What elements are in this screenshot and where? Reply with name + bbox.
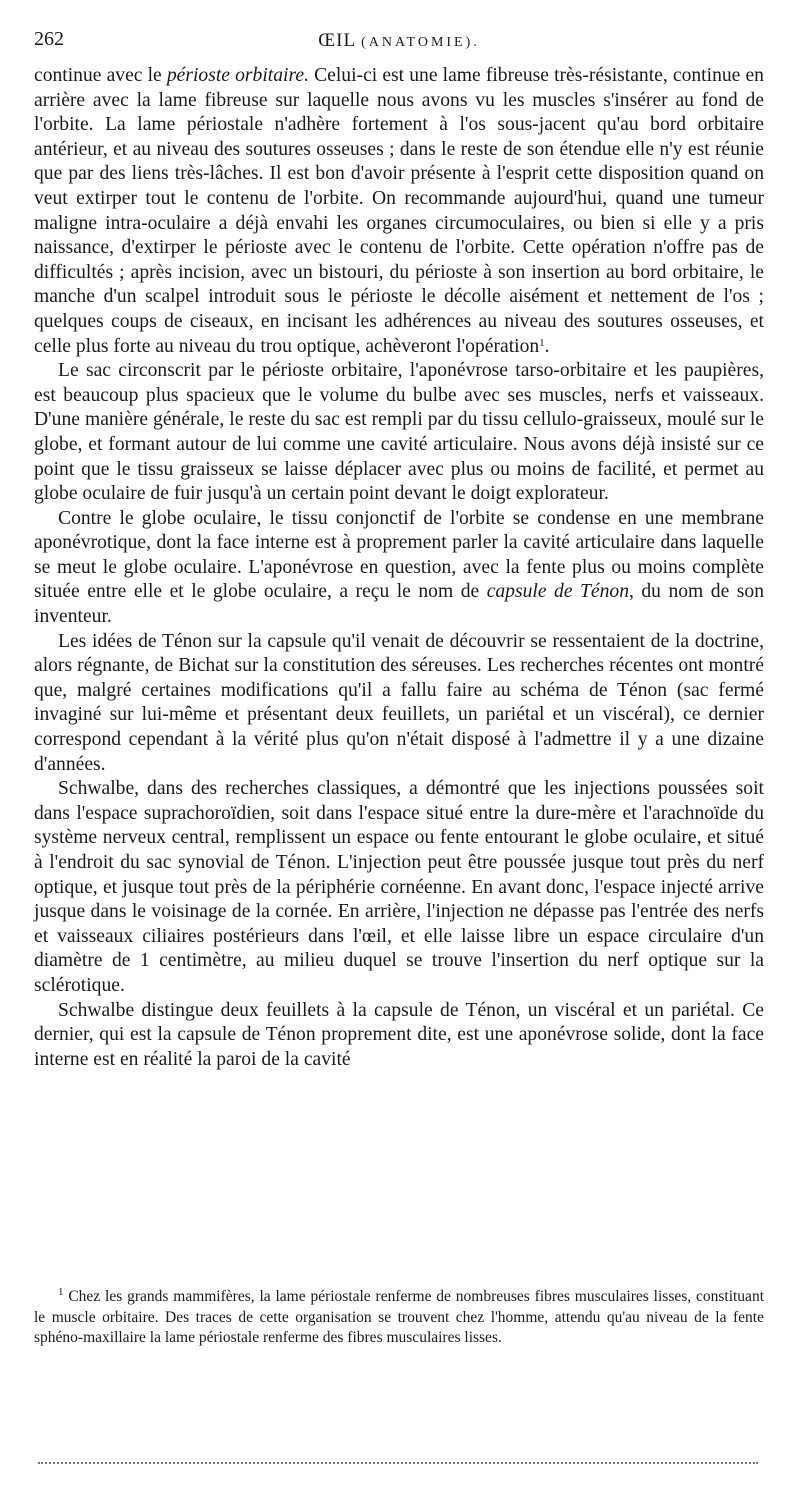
footnotes: [34, 1287, 764, 1349]
page-number: 262: [34, 28, 64, 50]
paragraph: [34, 359, 764, 507]
paragraph-text: .: [544, 335, 550, 357]
running-title: [34, 30, 764, 52]
running-title-subtitle: (ANATOMIE).: [361, 35, 480, 50]
footnote: [34, 1287, 764, 1349]
paragraph: [34, 999, 764, 1073]
paragraph-text: Celui-ci est une lame fibreuse très-résistante, continue en arrière avec la lame fibreuse sur laquelle nous avons vu les muscles s'insérer au fond de l'orbite. La lame périostale n'adhère fortement à l'os sous-jacent qu'au bord orbitaire antérieur, et au niveau des soutures osseuses ; dans le reste de son étendue elle n'y est réunie que par des liens très-lâches. Il est bon d'avoir présente à l'esprit cette disposition quand on veut extirper tout le contenu de l'orbite. On recommande aujourd'hui, quand une tumeur maligne intra-oculaire a déjà envahi les organes circumoculaires, ou bien si elle y a pris naissance, d'extirper le périoste avec le contenu de l'orbite. Cette opération n'offre pas de difficultés ; après incision, avec un bistouri, du périoste à son insertion au bord orbitaire, le manche d'un scalpel introduit sous le périoste le décolle aisément et nettement de l'os ; quelques coups de ciseaux, en incisant les adhérences au niveau des soutures osseuses, et celle plus forte au niveau du trou optique, achèveront l'opération: [34, 65, 764, 357]
paragraph-text: , du nom de son inventeur.: [34, 581, 764, 628]
paragraph-text: Le sac circonscrit par le périoste orbitaire, l'aponévrose tarso-orbitaire et les paupières, est beaucoup plus spacieux que le volume du bulbe avec ses muscles, nerfs et vaisseaux. D'une manière générale, le reste du sac est rempli par du tissu cellulo-graisseux, moulé sur le globe, et formant autour de lui comme une cavité articulaire. Nous avons déjà insisté sur ce point que le tissu graisseux se laisse déplacer avec plus ou moins de facilité, et permet au globe oculaire de fuir jusqu'à un certain point devant le doigt explorateur.: [34, 360, 764, 505]
paragraph: [34, 507, 764, 630]
footnote-reference[interactable]: 1: [539, 336, 545, 349]
paragraph-text: continue avec le: [34, 65, 167, 86]
running-header: [34, 28, 764, 58]
paragraph-text: Contre le globe oculaire, le tissu conjonctif de l'orbite se condense en une membrane aponévrotique, dont la face interne est à proprement parler la cavité articulaire dans laquelle se meut le globe oculaire. L'aponévrose en question, avec la fente plus ou moins complète située entre elle et le globe oculaire, a reçu le nom de: [34, 507, 764, 603]
paragraph-text: Les idées de Ténon sur la capsule qu'il venait de découvrir se ressentaient de la doctrine, alors régnante, de Bichat sur la constitution des séreuses. Les recherches récentes ont montré que, malgré certaines modifications qu'il a fallu faire au schéma de Ténon (sac fermé invaginé sur lui-même et présentant deux feuillets, un pariétal et un viscéral), ce dernier correspond cependant à la vérité plus qu'on n'était disposé à l'admettre il y a une dizaine d'années.: [34, 630, 764, 775]
paragraph: [34, 64, 764, 359]
footnote-text: Chez les grands mammifères, la lame périostale renferme de nombreuses fibres musculaires lisses, constituant le muscle orbitaire. Des traces de cette organisation se trouvent chez l'homme, attendu qu'au niveau de la fente sphéno-maxillaire la lame périostale renferme des fibres musculaires lisses.: [34, 1288, 764, 1346]
footnote-marker: 1: [58, 1286, 64, 1298]
paragraph: [34, 777, 764, 998]
body-text: [34, 64, 764, 1072]
paragraph: [34, 630, 764, 778]
italic-term: périoste orbitaire.: [166, 65, 309, 86]
paragraph-text: Schwalbe distingue deux feuillets à la capsule de Ténon, un viscéral et un pariétal. Ce dernier, qui est la capsule de Ténon proprement dite, est une aponévrose solide, dont la face interne est en réalité la paroi de la cavité: [34, 999, 764, 1070]
bottom-divider: [38, 1462, 758, 1464]
running-title-main: ŒIL: [318, 30, 356, 51]
italic-term: capsule de Ténon: [486, 581, 629, 603]
paragraph-text: Schwalbe, dans des recherches classiques, a démontré que les injections poussées soit dans l'espace suprachoroïdien, soit dans l'espace situé entre la dure-mère et l'arachnoïde du système nerveux central, remplissent un espace ou fente entourant le globe oculaire, et situé à l'endroit du sac synovial de Ténon. L'injection peut être poussée jusque tout près du nerf optique, et jusque tout près de la périphérie cornéenne. En avant donc, l'espace injecté arrive jusque dans le voisinage de la cornée. En arrière, l'injection ne dépasse pas l'entrée des nerfs et vaisseaux ciliaires postérieurs dans l'œil, et elle laisse libre un espace circulaire d'un diamètre de 1 centimètre, au milieu duquel se trouve l'insertion du nerf optique sur la sclérotique.: [34, 778, 764, 996]
